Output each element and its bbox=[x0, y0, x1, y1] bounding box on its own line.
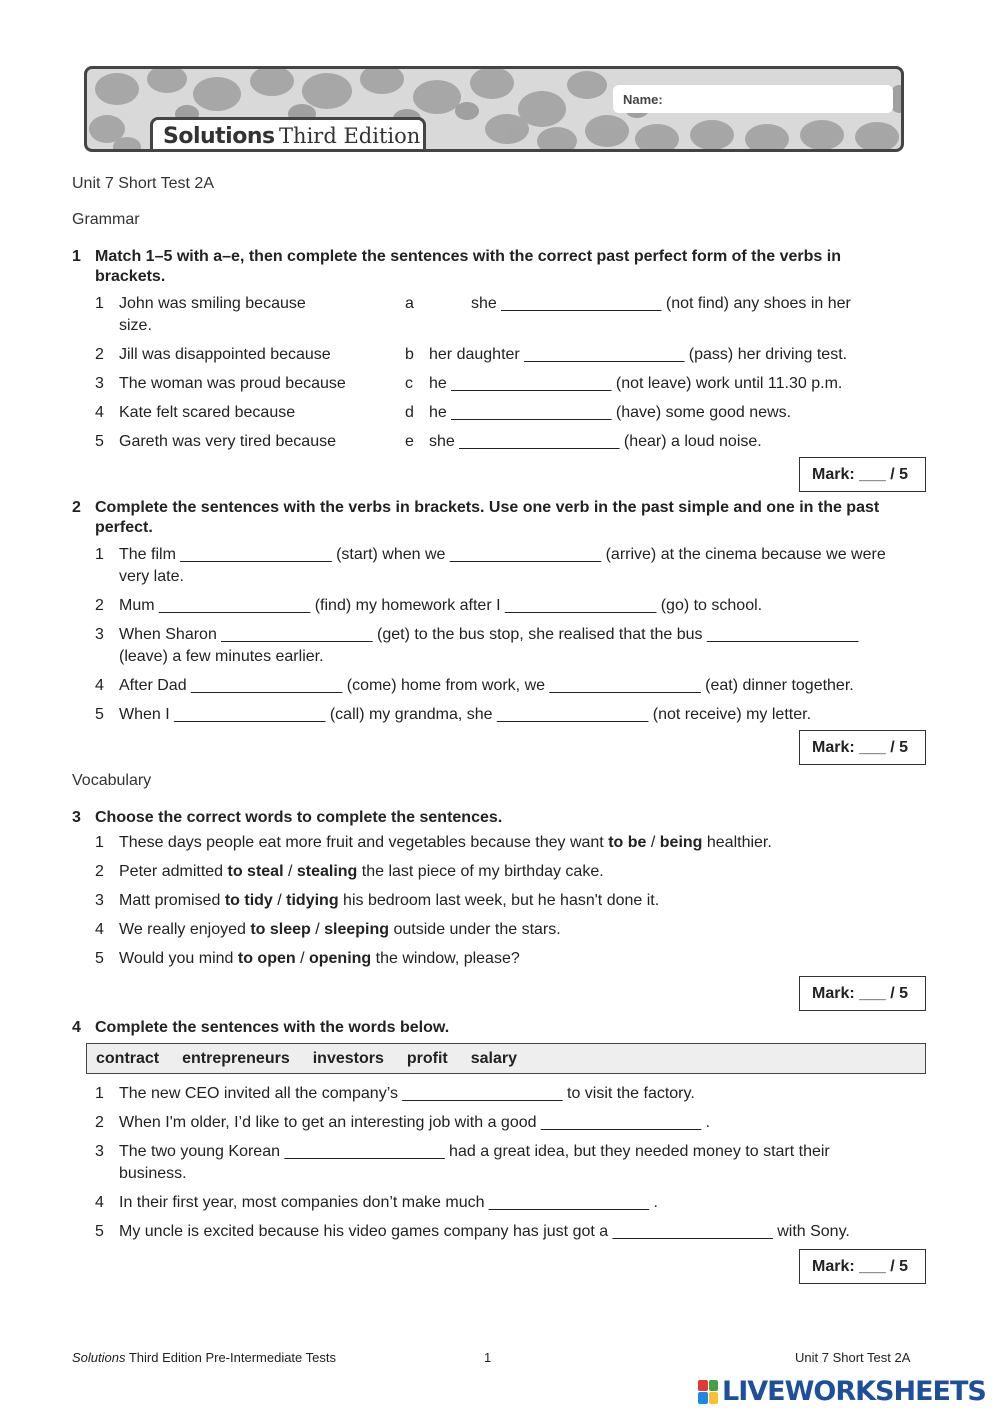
match-letter: a bbox=[405, 295, 414, 312]
word-bank-item[interactable]: profit bbox=[406, 1049, 448, 1067]
question-4 bbox=[72, 1018, 932, 1038]
item-number: 3 bbox=[95, 375, 104, 392]
q4-mark-box[interactable]: Mark: ___ / 5 bbox=[799, 1249, 926, 1284]
match-left: Kate felt scared because bbox=[119, 404, 296, 421]
list-item[interactable] bbox=[72, 1083, 932, 1105]
option-a[interactable]: to steal bbox=[227, 863, 284, 880]
list-item[interactable] bbox=[72, 704, 932, 726]
item-number: 2 bbox=[95, 597, 104, 614]
item-text[interactable]: My uncle is excited because his video games company has just got a __________________ with Sony. bbox=[119, 1223, 850, 1240]
option-a[interactable]: to tidy bbox=[224, 892, 273, 909]
list-item bbox=[72, 948, 932, 970]
list-item bbox=[72, 832, 932, 854]
list-item[interactable] bbox=[72, 1221, 932, 1243]
list-item[interactable] bbox=[72, 595, 932, 617]
list-item[interactable] bbox=[72, 1192, 932, 1214]
item-number: 1 bbox=[95, 546, 104, 563]
brand-rest: Third Edition bbox=[279, 124, 421, 148]
q4-number: 4 bbox=[72, 1019, 81, 1036]
q4-instruction: Complete the sentences with the words below. bbox=[95, 1019, 450, 1036]
item-text[interactable]: After Dad _________________ (come) home from work, we _________________ (eat) dinner together. bbox=[119, 677, 854, 694]
option-a[interactable]: to sleep bbox=[250, 921, 311, 938]
watermark-text: LIVEWORKSHEETS bbox=[722, 1376, 986, 1407]
match-left: Gareth was very tired because bbox=[119, 433, 336, 450]
item-number: 3 bbox=[95, 626, 104, 643]
brand-bold: Solutions bbox=[163, 124, 275, 149]
item-text[interactable]: The film _________________ (start) when we _________________ (arrive) at the cinema because we were very late. bbox=[119, 546, 886, 585]
list-item bbox=[72, 890, 932, 912]
list-item bbox=[72, 919, 932, 941]
question-2 bbox=[72, 498, 932, 726]
match-left: The woman was proud because bbox=[119, 375, 346, 392]
page-number: 1 bbox=[484, 1350, 492, 1365]
option-a[interactable]: to open bbox=[237, 950, 296, 967]
match-letter: e bbox=[405, 433, 414, 450]
item-number: 5 bbox=[95, 950, 104, 967]
word-bank bbox=[86, 1043, 926, 1074]
match-letter: b bbox=[405, 346, 414, 363]
item-number: 1 bbox=[95, 1085, 104, 1102]
q1-instruction: Match 1–5 with a–e, then complete the sentences with the correct past perfect form of the verbs in brackets. bbox=[95, 248, 841, 285]
option-a[interactable]: to be bbox=[608, 834, 647, 851]
list-item[interactable] bbox=[72, 544, 932, 588]
word-bank-item[interactable]: investors bbox=[312, 1049, 384, 1067]
list-item bbox=[72, 431, 932, 453]
question-1 bbox=[72, 247, 932, 453]
match-letter: c bbox=[405, 375, 413, 392]
q1-number: 1 bbox=[72, 248, 81, 265]
list-item bbox=[72, 861, 932, 883]
item-text[interactable]: In their first year, most companies don’t make much __________________ . bbox=[119, 1194, 658, 1211]
footer-brand: Solutions bbox=[72, 1350, 126, 1365]
list-item[interactable] bbox=[72, 1141, 932, 1185]
item-text: We really enjoyed to sleep / sleeping outside under the stars. bbox=[119, 921, 561, 938]
item-number: 5 bbox=[95, 706, 104, 723]
item-number: 1 bbox=[95, 295, 104, 312]
q3-mark-box[interactable]: Mark: ___ / 5 bbox=[799, 976, 926, 1011]
option-b[interactable]: opening bbox=[308, 950, 372, 967]
brand-title bbox=[150, 117, 426, 152]
item-number: 3 bbox=[95, 1143, 104, 1160]
test-title: Unit 7 Short Test 2A bbox=[72, 175, 214, 192]
q2-instruction: Complete the sentences with the verbs in brackets. Use one verb in the past simple and one in the past perfect. bbox=[95, 499, 880, 536]
footer-title: Third Edition Pre-Intermediate Tests bbox=[125, 1350, 336, 1365]
item-text[interactable]: The new CEO invited all the company’s __________________ to visit the factory. bbox=[119, 1085, 695, 1102]
header-banner bbox=[84, 66, 904, 152]
word-bank-item[interactable]: salary bbox=[470, 1049, 517, 1067]
list-item bbox=[72, 293, 932, 337]
item-number: 5 bbox=[95, 1223, 104, 1240]
item-number: 4 bbox=[95, 1194, 104, 1211]
list-item[interactable] bbox=[72, 1112, 932, 1134]
match-right[interactable]: she __________________ (hear) a loud noise. bbox=[429, 433, 762, 450]
match-right[interactable]: her daughter __________________ (pass) her driving test. bbox=[429, 346, 848, 363]
word-bank-item[interactable]: entrepreneurs bbox=[182, 1049, 290, 1067]
item-number: 4 bbox=[95, 404, 104, 421]
list-item[interactable] bbox=[72, 675, 932, 697]
item-text: Matt promised to tidy / tidying his bedroom last week, but he hasn't done it. bbox=[119, 892, 660, 909]
liveworksheets-logo[interactable] bbox=[698, 1376, 986, 1407]
item-text: Peter admitted to steal / stealing the last piece of my birthday cake. bbox=[119, 863, 604, 880]
word-bank-item[interactable]: contract bbox=[96, 1049, 160, 1067]
match-continuation: size. bbox=[119, 317, 152, 334]
match-right[interactable]: she __________________ (not find) any shoes in her bbox=[471, 295, 851, 312]
grammar-heading: Grammar bbox=[72, 211, 140, 228]
q2-mark-box[interactable]: Mark: ___ / 5 bbox=[799, 730, 926, 765]
item-number: 2 bbox=[95, 1114, 104, 1131]
match-right[interactable]: he __________________ (not leave) work until 11.30 p.m. bbox=[429, 375, 843, 392]
item-number: 2 bbox=[95, 863, 104, 880]
list-item[interactable] bbox=[72, 624, 932, 668]
list-item bbox=[72, 402, 932, 424]
q2-number: 2 bbox=[72, 499, 81, 516]
item-text[interactable]: The two young Korean __________________ had a great idea, but they needed money to start their business. bbox=[119, 1143, 830, 1182]
question-3 bbox=[72, 808, 932, 970]
q3-instruction: Choose the correct words to complete the sentences. bbox=[95, 809, 503, 826]
item-text[interactable]: When I _________________ (call) my grandma, she _________________ (not receive) my letter. bbox=[119, 706, 812, 723]
option-b[interactable]: tidying bbox=[286, 892, 339, 909]
match-left: Jill was disappointed because bbox=[119, 346, 331, 363]
liveworksheets-icon bbox=[698, 1380, 718, 1404]
item-number: 2 bbox=[95, 346, 104, 363]
item-number: 4 bbox=[95, 677, 104, 694]
match-letter: d bbox=[405, 404, 414, 421]
list-item bbox=[72, 373, 932, 395]
item-text: Would you mind to open / opening the window, please? bbox=[119, 950, 520, 967]
q3-number: 3 bbox=[72, 809, 81, 826]
item-text: These days people eat more fruit and vegetables because they want to be / being healthier. bbox=[119, 834, 772, 851]
item-number: 1 bbox=[95, 834, 104, 851]
option-b[interactable]: stealing bbox=[296, 863, 358, 880]
question-4-items bbox=[72, 1079, 932, 1243]
item-text[interactable]: When Sharon _________________ (get) to the bus stop, she realised that the bus _________________ (leave) a few minutes earlier. bbox=[119, 626, 859, 665]
vocabulary-heading: Vocabulary bbox=[72, 772, 152, 789]
item-number: 5 bbox=[95, 433, 104, 450]
option-b[interactable]: being bbox=[659, 834, 703, 851]
match-right[interactable]: he __________________ (have) some good news. bbox=[429, 404, 792, 421]
footer-right: Unit 7 Short Test 2A bbox=[795, 1350, 911, 1365]
item-text[interactable]: Mum _________________ (find) my homework after I _________________ (go) to school. bbox=[119, 597, 763, 614]
option-b[interactable]: sleeping bbox=[324, 921, 390, 938]
list-item bbox=[72, 344, 932, 366]
item-number: 4 bbox=[95, 921, 104, 938]
item-number: 3 bbox=[95, 892, 104, 909]
q1-mark-box[interactable]: Mark: ___ / 5 bbox=[799, 457, 926, 492]
name-field[interactable]: Name: bbox=[613, 85, 893, 113]
footer-left bbox=[72, 1350, 336, 1365]
match-left: John was smiling because bbox=[119, 295, 306, 312]
item-text[interactable]: When I'm older, I’d like to get an interesting job with a good __________________ . bbox=[119, 1114, 711, 1131]
